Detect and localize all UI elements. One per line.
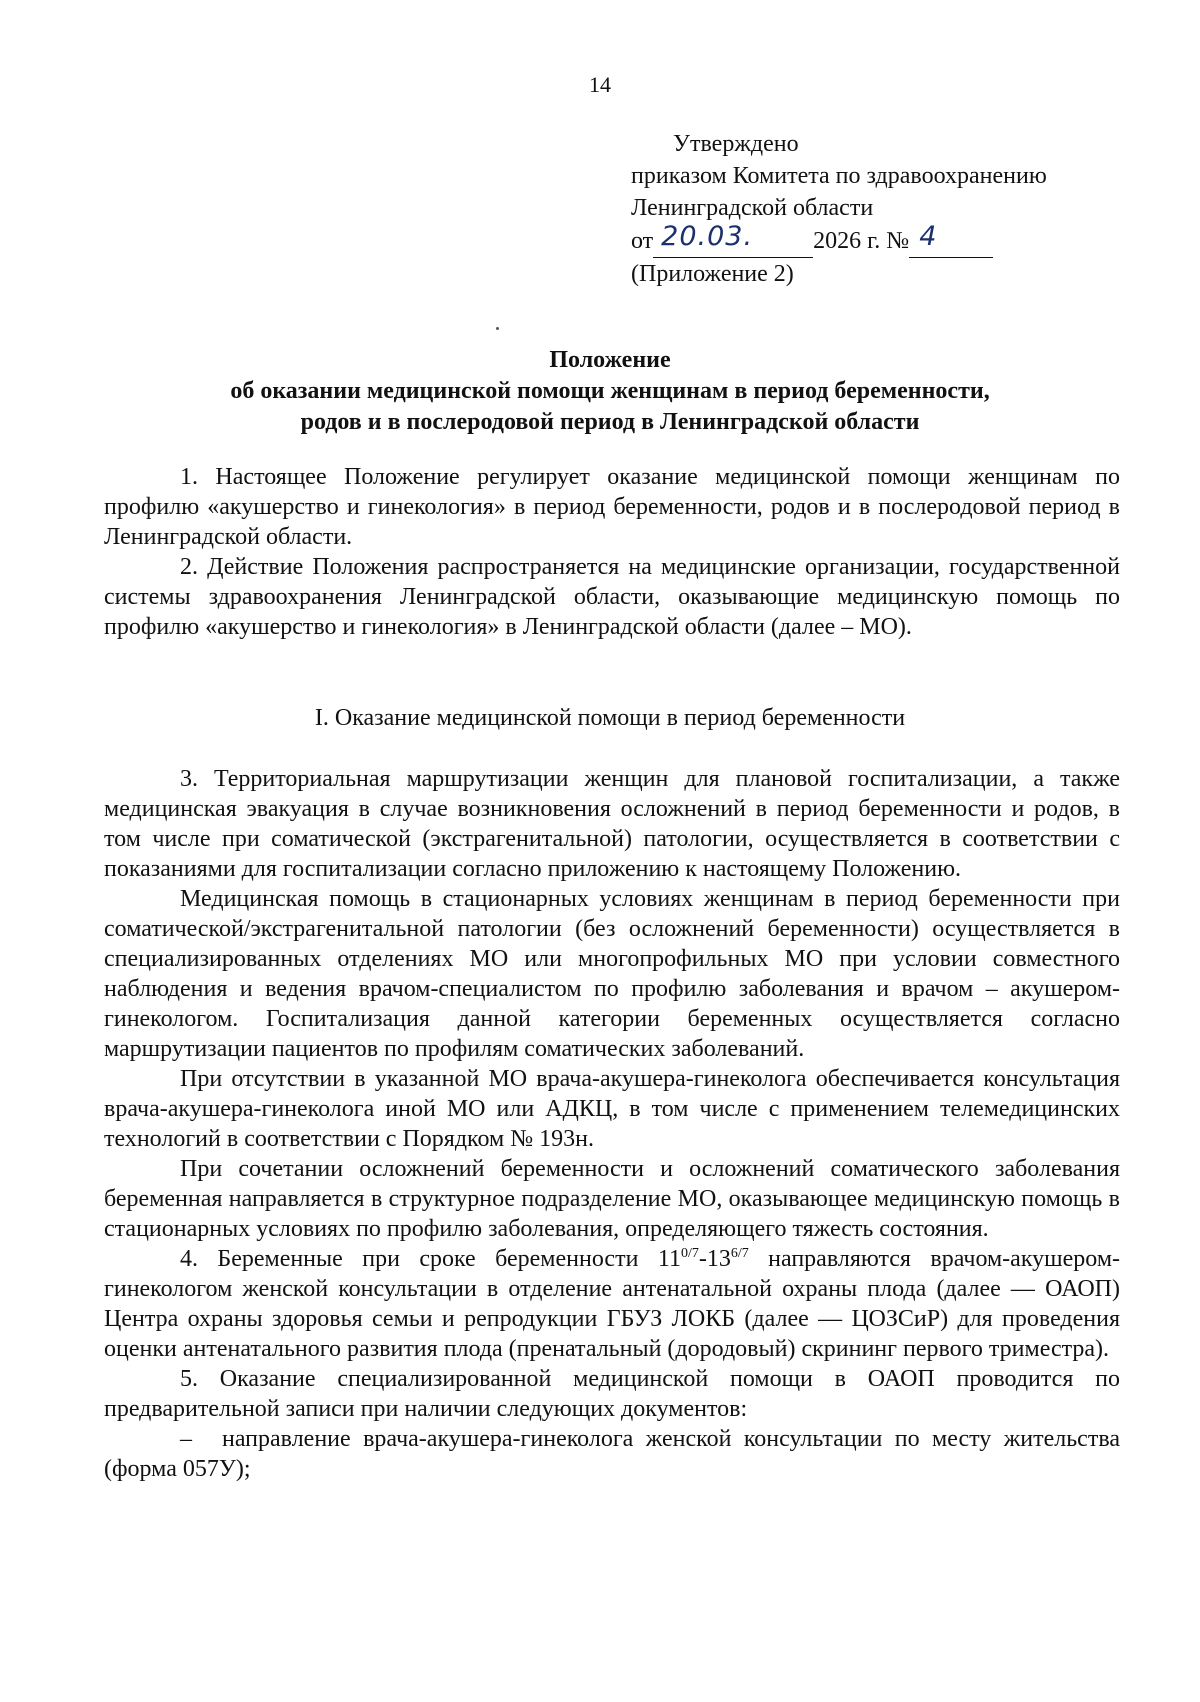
section-heading: I. Оказание медицинской помощи в период беременности [314,705,906,731]
title-line: Положение [549,347,671,373]
document-title [100,345,1120,438]
paragraph: 1. Настоящее Положение регулирует оказание медицинской помощи женщинам по профилю «акушерство и гинекология» в период беременности, родов и в послеродовой период в Ленинградской области. [104,464,1120,550]
page-number: 14 [589,72,611,97]
approval-line: Ленинградской области [631,195,874,221]
approval-line: Утверждено [673,131,799,157]
list-item [104,1424,1120,1484]
paragraph-5: 5. Оказание специализированной медицинской помощи в ОАОП проводится по предварительной записи при наличии следующих документов: [104,1366,1120,1422]
superscript: 0/7 [680,1246,699,1261]
paragraph: 3. Территориальная маршрутизации женщин для плановой госпитализации, а также медицинская эвакуация в случае возникновения осложнений в период беременности и родов, в том числе при соматической (экстрагенитальной) патологии, осуществляется в соответствии с показаниями для госпитализации согласно приложению к настоящему Положению. [104,766,1120,882]
superscript: 6/7 [730,1246,749,1261]
year-label: 2026 г. № [813,228,910,254]
number-underline [909,221,993,258]
section-one-body [104,764,1120,1484]
intro-section [104,462,1120,642]
paragraph: При отсутствии в указанной МО врача-акушера-гинеколога обеспечивается консультация врача-акушера-гинеколога иной МО или АДКЦ, в том числе с применением телемедицинских технологий в соответствии с Порядком № 193н. [104,1066,1120,1152]
paragraph-text: 4. Беременные при сроке беременности 11 [180,1246,681,1272]
handwritten-date: 20.03. [661,221,754,252]
date-underline [653,221,813,258]
approval-stamp-block [631,128,1111,290]
paragraph: 2. Действие Положения распространяется на медицинские организации, государственной системы здравоохранения Ленинградской области, оказывающие медицинскую помощь по профилю «акушерство и гинекология» в Ленинградской области (далее – МО). [104,554,1120,640]
handwritten-number: 4 [919,221,938,252]
approval-date-line [631,221,1111,258]
paragraph-4 [104,1244,1120,1364]
approval-line: приказом Комитета по здравоохранению [631,163,1047,189]
appendix-label: (Приложение 2) [631,261,794,287]
dash-marker: – [180,1426,192,1452]
from-label: от [631,228,654,254]
title-line: об оказании медицинской помощи женщинам в период беременности, [230,378,990,404]
paragraph: При сочетании осложнений беременности и осложнений соматического заболевания беременная направляется в структурное подразделение МО, оказывающее медицинскую помощь в стационарных условиях по профилю заболевания, определяющего тяжесть состояния. [104,1156,1120,1242]
paragraph-text: -13 [698,1246,731,1272]
paragraph: Медицинская помощь в стационарных условиях женщинам в период беременности при соматической/экстрагенитальной патологии (без осложнений беременности) осуществляется в специализированных отделениях МО или многопрофильных МО при условии совместного наблюдения и ведения врачом-специалистом по профилю заболевания и врачом – акушером-гинекологом. Госпитализация данной категории беременных осуществляется согласно маршрутизации пациентов по профилям соматических заболеваний. [104,886,1120,1062]
paragraph-text: направляются врачом-акушером-гинекологом женской консультации в отделение антенатальной охраны плода (далее — ОАОП) Центра охраны здоровья семьи и репродукции ГБУЗ ЛОКБ (далее — ЦОЗСиР) для проведения оценки антенатального развития плода (пренатальный (дородовый) скрининг первого триместра). [104,1246,1121,1362]
scan-artifact [496,327,499,330]
title-line: родов и в послеродовой период в Ленинградской области [300,409,920,435]
list-item-text: направление врача-акушера-гинеколога женской консультации по месту жительства (форма 057У); [104,1426,1120,1482]
